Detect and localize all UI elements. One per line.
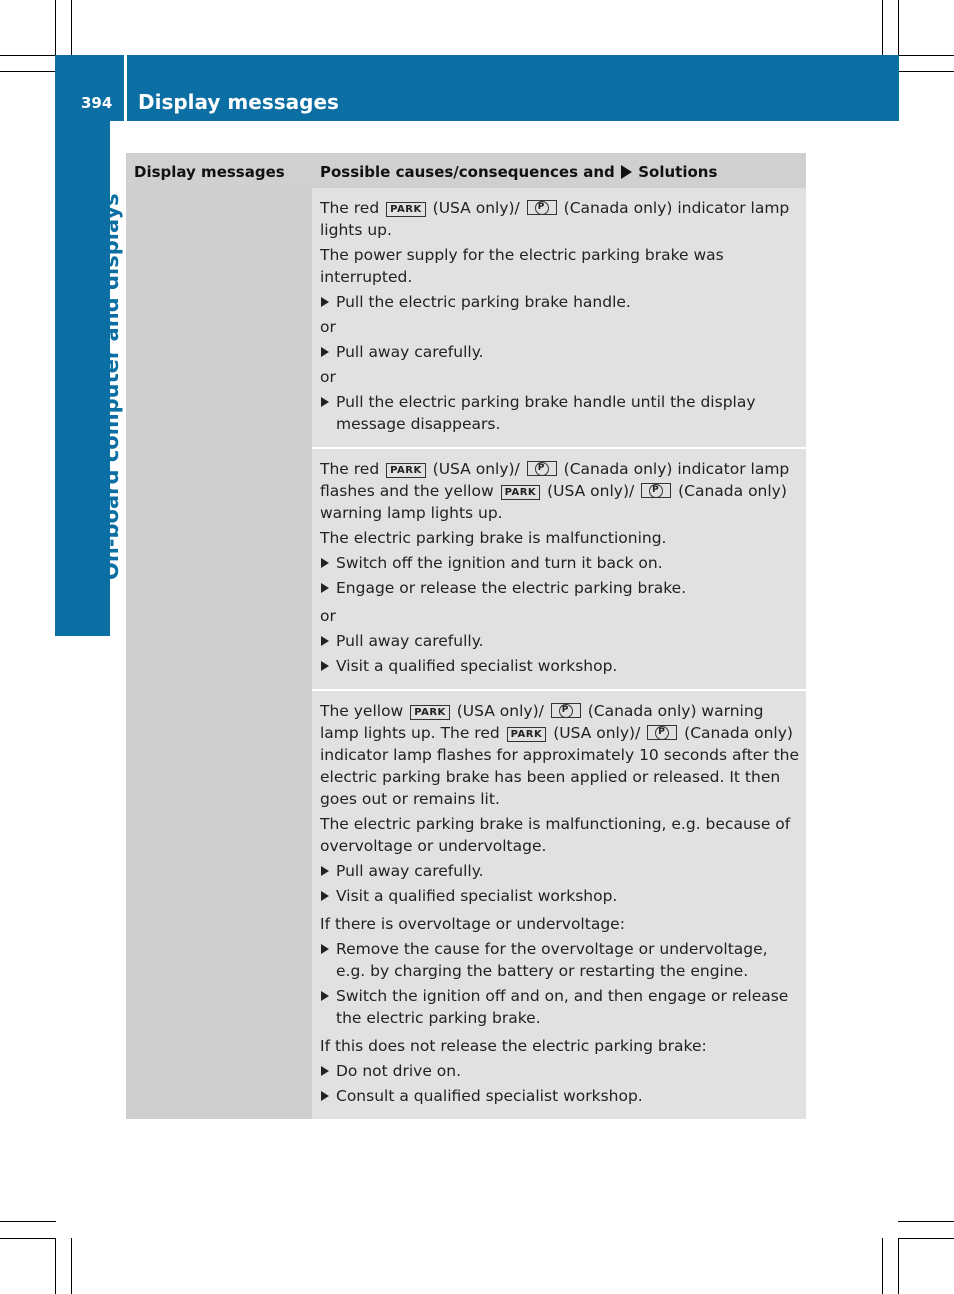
solution-step [320,1085,800,1107]
text: (Canada only) indicator lamp flashes and the yellow [320,460,790,500]
step-text: Consult a qualified specialist workshop. [336,1087,643,1105]
step-arrow-icon [321,991,329,1001]
crop-mark [71,0,72,56]
cause-text: The electric parking brake is malfunctioning. [320,529,667,547]
step-arrow-icon [321,636,329,646]
table-row [312,691,806,1119]
cause-text: The power supply for the electric parking brake was interrupted. [320,246,724,286]
crop-mark [0,1238,56,1239]
lamp-letter: P [652,485,659,495]
park-lamp-icon: PARK [386,463,426,478]
crop-mark [55,1238,56,1294]
crop-mark [71,1238,72,1294]
text: The red [320,460,380,478]
table-header [126,153,806,188]
crop-mark [0,1221,56,1222]
step-text: Switch off the ignition and turn it back on. [336,554,663,572]
table-row [312,188,806,449]
parking-brake-lamp-icon [641,483,671,498]
text: (Canada only) indicator lamp flashes for approximately 10 seconds after the electric parking brake has been applied or released. It then goes out or remains lit. [320,724,800,808]
step-text: Remove the cause for the overvoltage or undervoltage, e.g. by charging the battery or restarting the engine. [336,940,768,980]
table-row [312,449,806,691]
step-text: Visit a qualified specialist workshop. [336,887,618,905]
col-header-solutions-text: Solutions [638,163,718,181]
or-text: or [320,607,336,625]
table-body [126,188,806,1119]
col-header-causes-text: Possible causes/consequences and [320,163,615,181]
step-arrow-icon [321,347,329,357]
crop-mark [55,0,56,56]
solution-step [320,630,800,652]
text: The yellow [320,702,404,720]
step-arrow-icon [321,558,329,568]
crop-mark [898,55,954,56]
solution-step [320,860,800,882]
parking-brake-lamp-icon [551,703,581,718]
parking-brake-lamp-icon [527,461,557,476]
parking-brake-lamp-icon [647,725,677,740]
lamp-letter: P [658,727,665,737]
causes-cell [312,188,806,1119]
col-header-causes [312,153,806,188]
text: (USA only)/ [547,482,635,500]
side-tab-label: On-board computer and displays [99,193,123,580]
condition-text [320,458,800,524]
lamp-letter: P [561,705,569,715]
text: (USA only)/ [432,199,520,217]
text: (USA only)/ [432,460,520,478]
step-arrow-icon [321,1091,329,1101]
step-arrow-icon [321,1066,329,1076]
crop-mark [898,71,954,72]
solution-step [320,291,800,313]
crop-mark [882,1238,883,1294]
page-number: 394 [81,94,113,112]
crop-mark [0,55,56,56]
crop-mark [0,71,56,72]
step-text: Pull the electric parking brake handle. [336,293,631,311]
step-text: Pull the electric parking brake handle until the display message disappears. [336,393,756,433]
text: (Canada only) warning lamp lights up. The red [320,702,764,742]
step-arrow-icon [321,583,329,593]
col-header-display-messages: Display messages [134,163,285,181]
solution-step [320,1060,800,1082]
cause-text: The electric parking brake is malfunctioning, e.g. because of overvoltage or undervoltage. [320,815,791,855]
solution-step [320,552,800,574]
crop-mark [898,1221,954,1222]
step-arrow-icon [321,297,329,307]
solution-step [320,655,800,677]
solution-step [320,938,800,982]
park-lamp-icon: PARK [386,202,426,217]
solution-step [320,885,800,907]
header-divider [124,55,127,121]
text: (USA only)/ [456,702,544,720]
step-text: Pull away carefully. [336,343,484,361]
text: (USA only)/ [553,724,641,742]
solution-step [320,577,800,599]
text: The red [320,199,380,217]
crop-mark [898,0,899,56]
lamp-letter: P [537,202,545,212]
condition-text: If this does not release the electric parking brake: [320,1037,707,1055]
condition-text [320,700,800,810]
page-header [55,55,899,121]
park-lamp-icon: PARK [507,727,547,742]
park-lamp-icon: PARK [410,705,450,720]
condition-text [320,197,800,241]
display-message-cell [126,188,312,1119]
lamp-letter: P [537,463,545,473]
text: (Canada only) warning lamp lights up. [320,482,787,522]
step-arrow-icon [321,944,329,954]
crop-mark [898,1238,954,1239]
step-arrow-icon [321,661,329,671]
text: (Canada only) indicator lamp lights up. [320,199,790,239]
solution-step [320,985,800,1029]
solution-step [320,391,800,435]
step-text: Do not drive on. [336,1062,462,1080]
messages-table [126,153,806,1119]
condition-text: If there is overvoltage or undervoltage: [320,915,625,933]
step-arrow-icon [321,891,329,901]
arrow-right-icon [621,165,632,179]
step-text: Pull away carefully. [336,862,484,880]
step-text: Engage or release the electric parking brake. [336,579,687,597]
park-lamp-icon: PARK [501,485,541,500]
step-text: Switch the ignition off and on, and then engage or release the electric parking brake. [336,987,789,1027]
step-text: Pull away carefully. [336,632,484,650]
crop-mark [882,0,883,56]
step-text: Visit a qualified specialist workshop. [336,657,618,675]
parking-brake-lamp-icon [527,200,557,215]
step-arrow-icon [321,866,329,876]
or-text: or [320,318,336,336]
step-arrow-icon [321,397,329,407]
or-text: or [320,368,336,386]
crop-mark [898,1238,899,1294]
page-title: Display messages [138,90,339,114]
solution-step [320,341,800,363]
